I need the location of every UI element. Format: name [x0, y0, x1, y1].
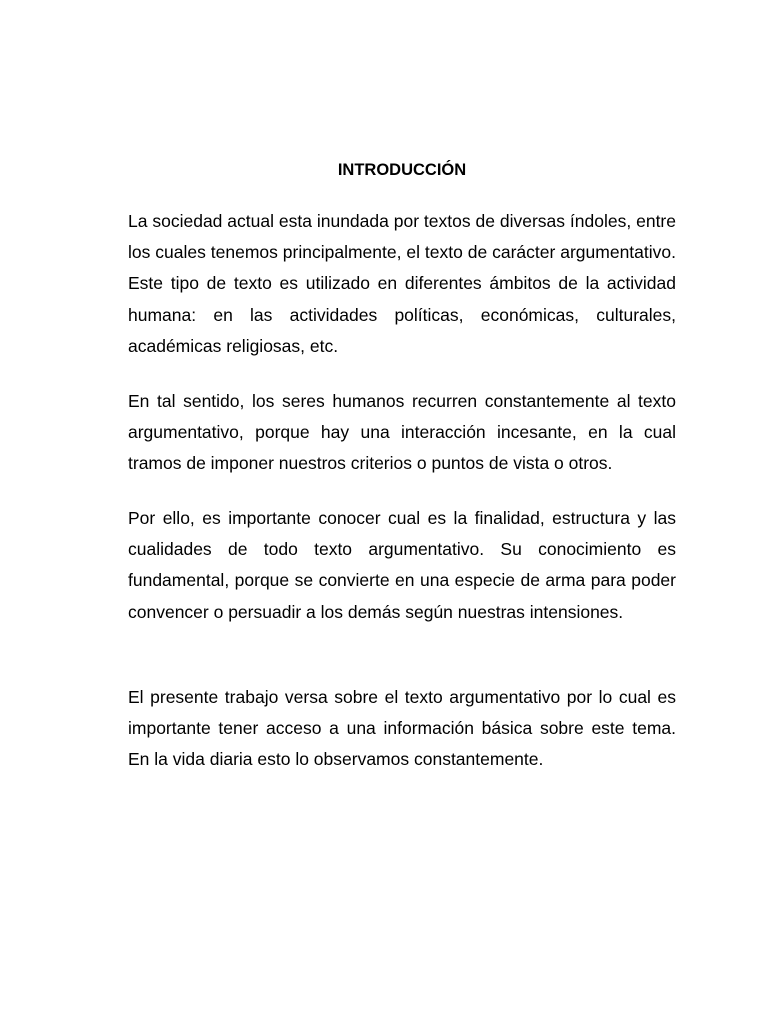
paragraph-4: El presente trabajo versa sobre el texto argumentativo por lo cual es importante tener acceso a una información básica sobre este tema. En la vida diaria esto lo observamos constantemente.: [128, 687, 676, 770]
paragraph-1: La sociedad actual esta inundada por textos de diversas índoles, entre los cuales tenemos principalmente, el texto de carácter argumentativo. Este tipo de texto es utilizado en diferentes ámbitos de la actividad humana: en las actividades políticas, económicas, culturales, académicas religiosas, etc.: [128, 211, 676, 356]
paragraph-3: Por ello, es importante conocer cual es la finalidad, estructura y las cualidades de todo texto argumentativo. Su conocimiento es fundamental, porque se convierte en una especie de arma para poder convencer o persuadir a los demás según nuestras intensiones.: [128, 508, 676, 622]
document-title: INTRODUCCIÓN: [337, 161, 467, 179]
paragraph-2: En tal sentido, los seres humanos recurren constantemente al texto argumentativo, porque hay una interacción incesante, en la cual tramos de imponer nuestros criterios o puntos de vista o otros.: [128, 391, 676, 474]
